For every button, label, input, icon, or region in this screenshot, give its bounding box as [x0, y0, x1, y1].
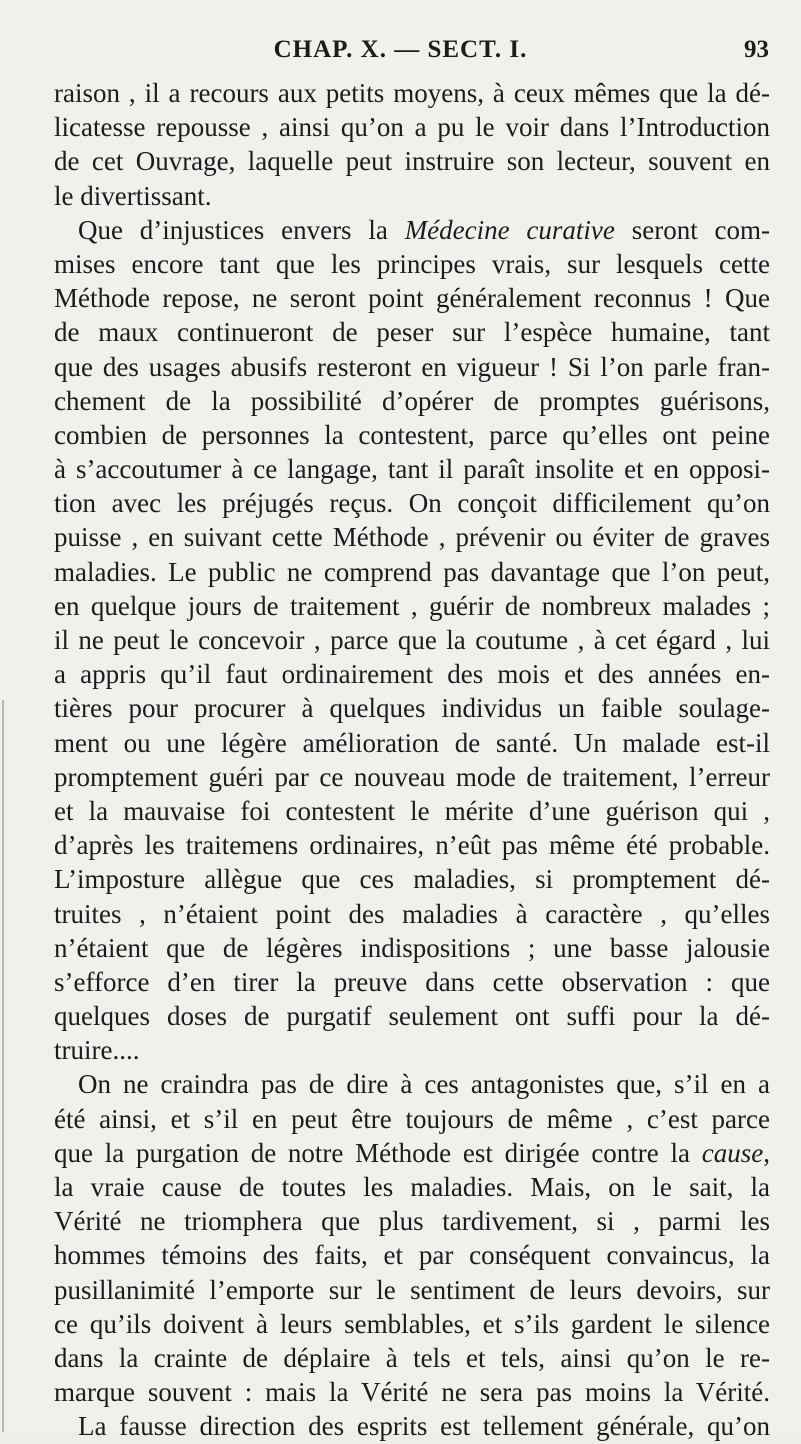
text-line: promptement guéri par ce nouveau mode de traitement, l’erreur — [54, 761, 770, 792]
text-line — [54, 1136, 770, 1170]
text-line: ce qu’ils doivent à leurs semblables, et s’ils gardent le silence — [54, 1308, 770, 1339]
text-line: et la mauvaise foi contestent le mérite d’une guérison qui , — [54, 795, 770, 826]
text-line: été ainsi, et s’il en peut être toujours de même , c’est parce — [54, 1103, 770, 1134]
text-line: a appris qu’il faut ordinairement des mois et des années en- — [54, 659, 770, 690]
text-line: ment ou une légère amélioration de santé. Un malade est-il — [54, 727, 770, 758]
body-text — [54, 76, 770, 1444]
text-line: s’efforce d’en tirer la preuve dans cette observation : que — [54, 966, 770, 997]
text-fragment: que la purgation de notre Méthode est dirigée contre la — [54, 1137, 702, 1168]
text-line: mises encore tant que les principes vrais, sur lesquels cette — [54, 248, 770, 279]
text-line: combien de personnes la contestent, parce qu’elles ont peine — [54, 419, 770, 450]
text-line: d’après les traitemens ordinaires, n’eût pas même été probable. — [54, 830, 770, 861]
text-line: tion avec les préjugés reçus. On conçoit difficilement qu’on — [54, 488, 770, 519]
text-line: n’étaient que de légères indispositions ; une basse jalousie — [54, 932, 770, 963]
text-line: quelques doses de purgatif seulement ont suffi pour la dé- — [54, 1001, 770, 1032]
text-line: raison , il a recours aux petits moyens, à ceux mêmes que la dé- — [54, 78, 770, 108]
page-header — [0, 30, 801, 64]
text-line: tières pour procurer à quelques individus un faible soulage- — [54, 693, 770, 724]
text-line: de cet Ouvrage, laquelle peut instruire son lecteur, souvent en — [54, 146, 770, 177]
text-line: en quelque jours de traitement , guérir de nombreux malades ; — [54, 590, 770, 621]
text-line: chement de la possibilité d’opérer de promptes guérisons, — [54, 385, 770, 416]
text-line: maladies. Le public ne comprend pas davantage que l’on peut, — [54, 556, 770, 587]
text-line: hommes témoins des faits, et par conséquent convaincus, la — [54, 1240, 770, 1271]
page-number: 93 — [744, 36, 769, 63]
text-line: truites , n’étaient point des maladies à caractère , qu’elles — [54, 898, 770, 929]
text-line: que des usages abusifs resteront en vigueur ! Si l’on parle fran- — [54, 351, 770, 382]
text-line: La fausse direction des esprits est tellement générale, qu’on — [78, 1411, 770, 1442]
text-line: le divertissant. — [54, 180, 212, 211]
text-line: truire.... — [54, 1035, 140, 1066]
running-head: CHAP. X. — SECT. I. — [273, 36, 528, 63]
text-line: On ne craindra pas de dire à ces antagonistes que, s’il en a — [78, 1069, 770, 1100]
text-line: pusillanimité l’emporte sur le sentiment de leurs devoirs, sur — [54, 1274, 770, 1305]
text-line: à s’accoutumer à ce langage, tant il paraît insolite et en opposi- — [54, 454, 770, 485]
text-line: il ne peut le concevoir , parce que la coutume , à cet égard , lui — [54, 625, 770, 655]
text-line — [54, 213, 770, 247]
text-line: Méthode repose, ne seront point généralement reconnus ! Que — [54, 283, 770, 314]
text-fragment: , — [763, 1137, 770, 1168]
text-line: marque souvent : mais la Vérité ne sera pas moins la Vérité. — [54, 1377, 770, 1408]
text-line: puisse , en suivant cette Méthode , prévenir ou éviter de graves — [54, 522, 770, 553]
binding-edge — [2, 700, 4, 1432]
italic-term: Médecine curative — [404, 214, 615, 245]
text-line: licatesse repousse , ainsi qu’on a pu le voir dans l’Introduction — [54, 112, 770, 143]
text-line: la vraie cause de toutes les maladies. Mais, on le sait, la — [54, 1172, 770, 1202]
text-fragment: Que d’injustices envers la — [78, 214, 405, 245]
text-line: Vérité ne triomphera que plus tardivement, si , parmi les — [54, 1206, 770, 1237]
text-line: L’imposture allègue que ces maladies, si promptement dé- — [54, 864, 770, 895]
italic-term: cause — [701, 1137, 764, 1168]
text-fragment: seront com- — [614, 214, 770, 245]
text-line: de maux continueront de peser sur l’espèce humaine, tant — [54, 317, 770, 348]
text-line: dans la crainte de déplaire à tels et tels, ainsi qu’on le re- — [54, 1342, 770, 1373]
